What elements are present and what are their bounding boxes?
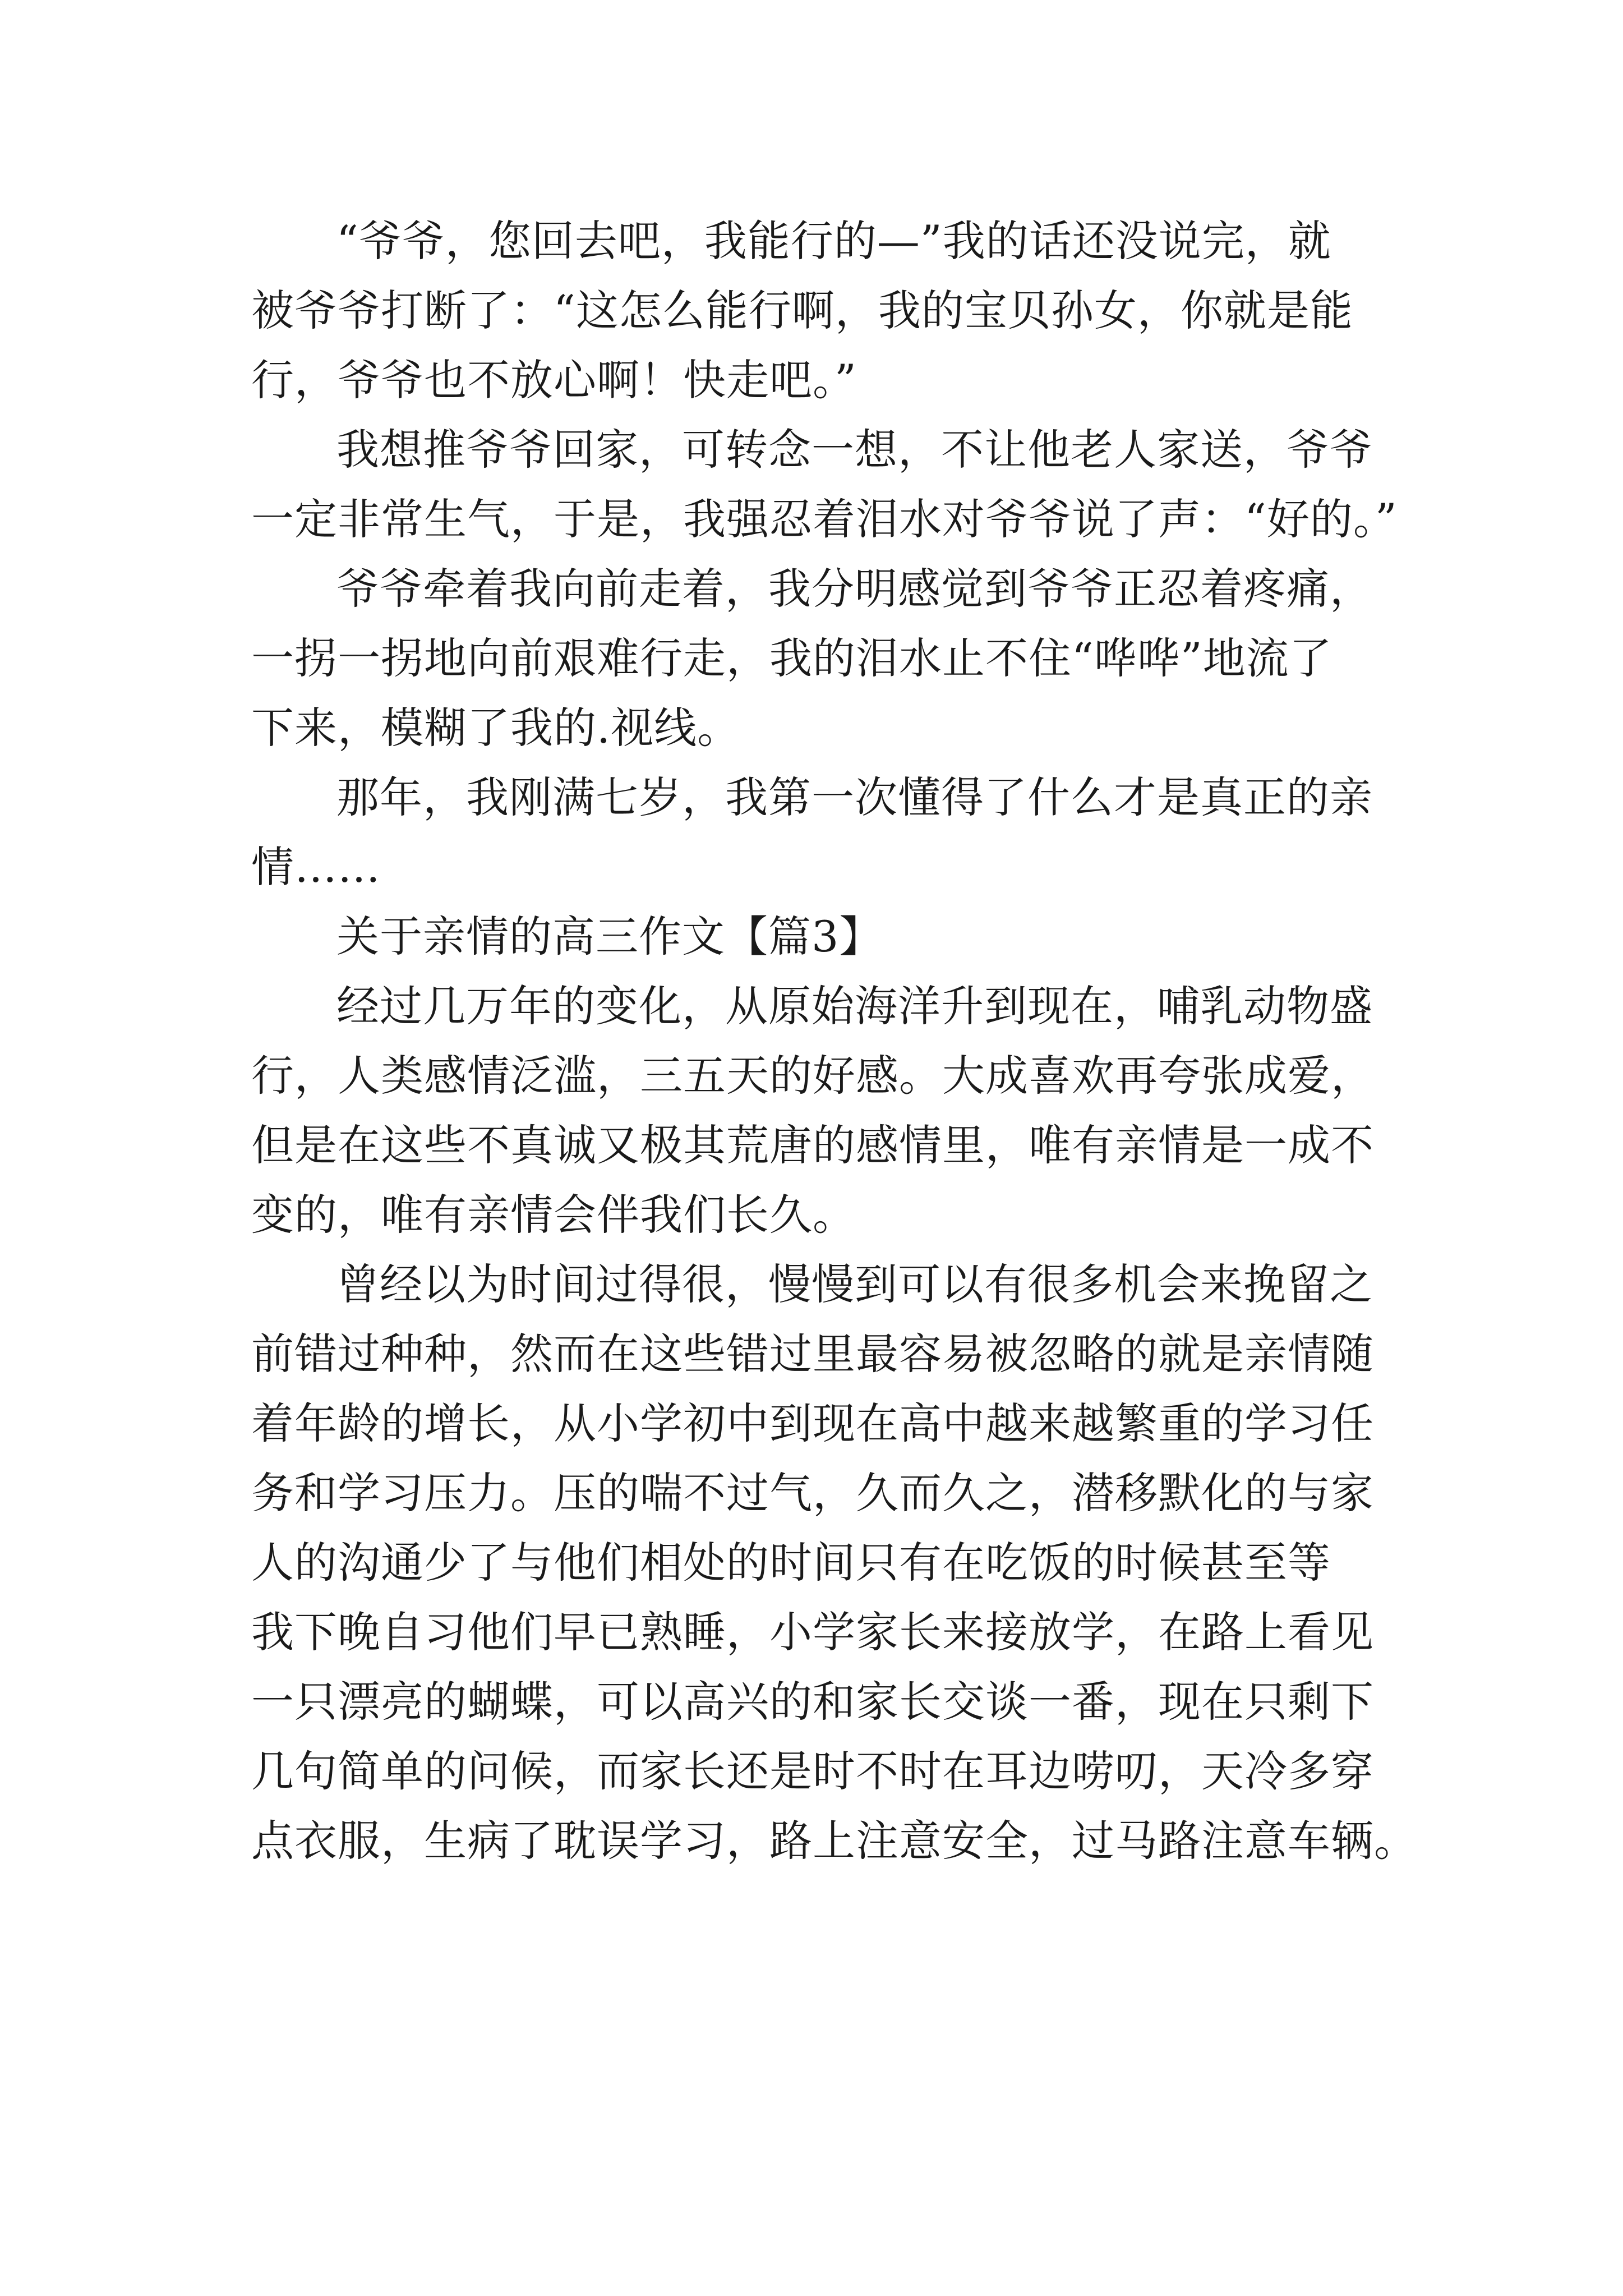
paragraph-line: 点衣服，生病了耽误学习，路上注意安全，过马路注意车辆。 [251, 1816, 1417, 1866]
paragraph-line: 但是在这些不真诚又极其荒唐的感情里，唯有亲情是一成不 [251, 1120, 1374, 1170]
paragraph-line: 下来，模糊了我的.视线。 [251, 703, 741, 753]
paragraph-line: 行，人类感情泛滥，三五天的好感。大成喜欢再夸张成爱， [251, 1051, 1374, 1101]
paragraph-line: 曾经以为时间过得很，慢慢到可以有很多机会来挽留之 [336, 1259, 1373, 1309]
paragraph-line: 一拐一拐地向前艰难行走，我的泪水止不住“哗哗”地流了 [251, 633, 1332, 683]
paragraph-line: 一定非常生气，于是，我强忍着泪水对爷爷说了声：“好的。” [251, 494, 1398, 544]
paragraph-line: 务和学习压力。压的喘不过气，久而久之，潜移默化的与家 [251, 1468, 1374, 1518]
paragraph-line: 我下晚自习他们早已熟睡，小学家长来接放学，在路上看见 [251, 1607, 1374, 1657]
paragraph-line: 前错过种种，然而在这些错过里最容易被忽略的就是亲情随 [251, 1329, 1374, 1379]
paragraph-line: 经过几万年的变化，从原始海洋升到现在，哺乳动物盛 [336, 981, 1373, 1031]
paragraph-line: 变的，唯有亲情会伴我们长久。 [251, 1190, 856, 1240]
section-heading: 关于亲情的高三作文【篇3】 [336, 912, 883, 961]
paragraph-line: 情…… [251, 842, 381, 892]
paragraph-line: 着年龄的增长，从小学初中到现在高中越来越繁重的学习任 [251, 1398, 1374, 1448]
paragraph-line: 那年，我刚满七岁，我第一次懂得了什么才是真正的亲 [336, 772, 1373, 822]
paragraph-line: “爷爷，您回去吧，我能行的—”我的话还没说完，就 [336, 216, 1331, 266]
paragraph-line: 人的沟通少了与他们相处的时间只有在吃饭的时候甚至等 [251, 1538, 1331, 1588]
paragraph-line: 被爷爷打断了：“这怎么能行啊，我的宝贝孙女，你就是能 [251, 286, 1353, 335]
paragraph-line: 行，爷爷也不放心啊！快走吧。” [251, 355, 857, 405]
paragraph-line: 几句简单的问候，而家长还是时不时在耳边唠叨，天冷多穿 [251, 1746, 1374, 1796]
paragraph-line: 一只漂亮的蝴蝶，可以高兴的和家长交谈一番，现在只剩下 [251, 1677, 1374, 1727]
paragraph-line: 爷爷牵着我向前走着，我分明感觉到爷爷正忍着疼痛， [336, 564, 1373, 614]
paragraph-line: 我想推爷爷回家，可转念一想，不让他老人家送，爷爷 [336, 425, 1373, 475]
document-body [251, 206, 1417, 1876]
